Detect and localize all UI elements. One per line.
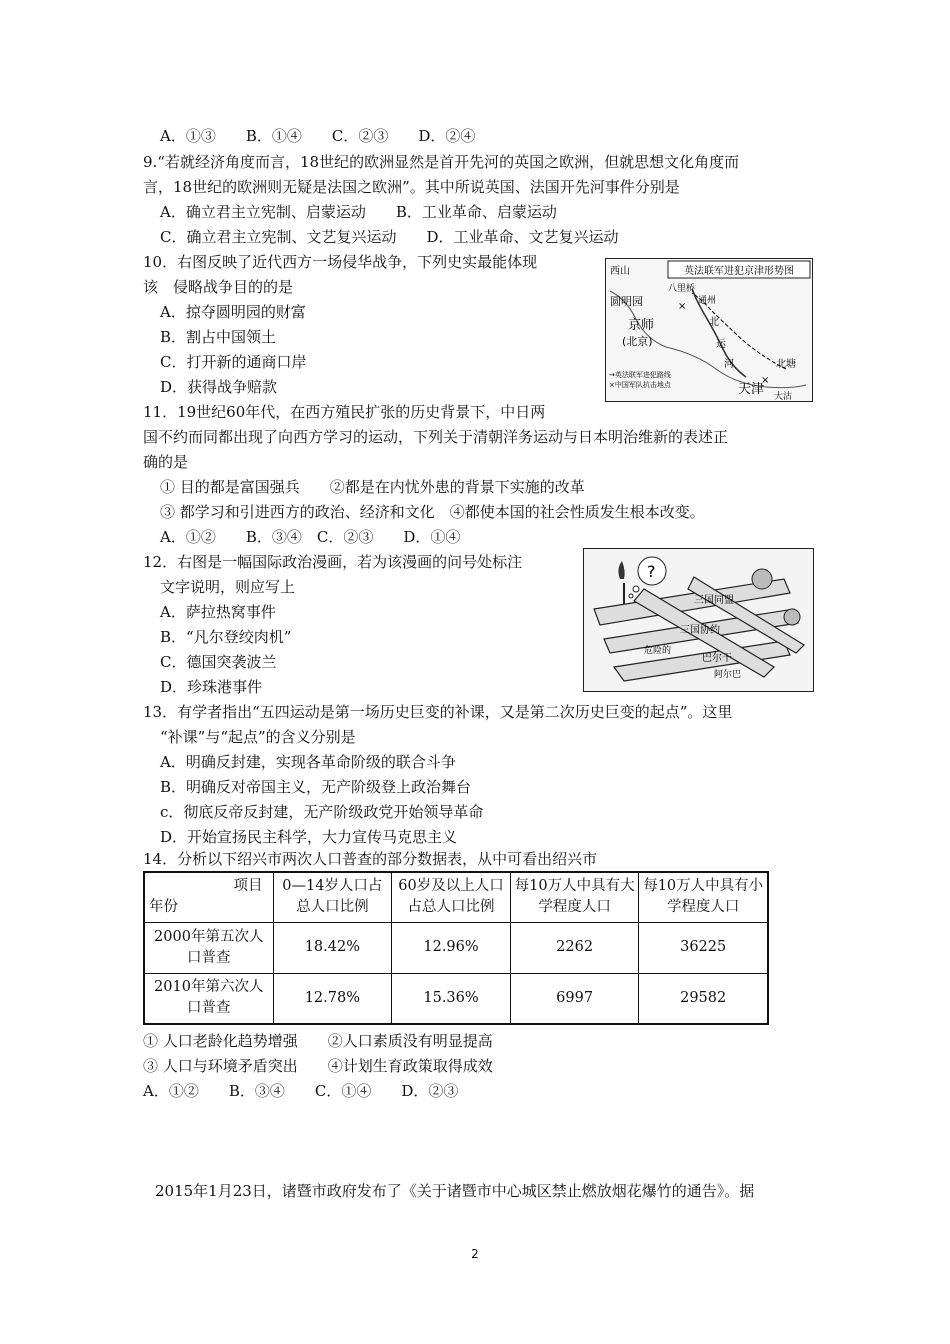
table-cell: 36225: [639, 922, 768, 973]
map-title: 英法联军进犯京津形势图: [684, 266, 794, 277]
war-map-figure: [605, 258, 813, 402]
map-legend-route: →英法联军进犯路线: [609, 371, 671, 379]
q10-stem-line1: 10．右图反映了近代西方一场侵华战争，下列史实最能体现: [143, 253, 538, 271]
map-yun: 运: [716, 339, 726, 350]
q13-option-d: D．开始宣扬民主科学，大力宣传马克思主义: [160, 828, 458, 846]
census-table: [143, 871, 769, 1025]
q11-stem-line3: 确的是: [143, 453, 189, 471]
map-beijing: (北京): [622, 335, 653, 348]
q14-statement-2: ③ 人口与环境矛盾突出 ④计划生育政策取得成效: [143, 1057, 493, 1075]
map-tongzhou: 通州: [698, 296, 717, 306]
battle-marker: ×: [761, 375, 770, 386]
cartoon-label-albania: 阿尔巴: [714, 670, 742, 680]
q13-stem-line2: “补课”与“起点”的含义分别是: [160, 728, 356, 746]
table-cell: 12.96%: [392, 922, 511, 973]
cartoon-label-balkans: 巴尔干: [702, 653, 732, 664]
q12-stem-line2: 文字说明，则应写上: [160, 578, 296, 596]
page-number: 2: [471, 1247, 479, 1261]
map-legend-battle: ×中国军队抗击地点: [609, 381, 671, 389]
political-cartoon-svg: [584, 549, 813, 691]
q13-option-a: A．明确反封建，实现各革命阶级的联合斗争: [160, 753, 456, 771]
q14-statement-1: ① 人口老龄化趋势增强 ②人口素质没有明显提高: [143, 1032, 493, 1050]
map-baliqiao: 八里桥: [668, 284, 696, 294]
political-cartoon-figure: [583, 548, 814, 692]
map-he: 河: [724, 359, 734, 370]
corner-cell: [144, 872, 273, 922]
table-cell: 12.78%: [273, 973, 392, 1024]
corner-label-item: 项目: [233, 878, 263, 895]
q10-option-a: A．掠夺圆明园的财富: [160, 303, 306, 321]
q12-stem-line1: 12．右图是一幅国际政治漫画，若为该漫画的问号处标注: [143, 553, 523, 571]
row-label: 2010年第六次人口普查: [144, 973, 273, 1024]
map-bei: 北: [709, 317, 719, 328]
table-cell: 15.36%: [392, 973, 511, 1024]
q11-statement-1: ① 目的都是富国强兵 ②都是在内忧外患的背景下实施的改革: [160, 478, 585, 496]
notice-paragraph: 2015年1月23日，诸暨市政府发布了《关于诸暨市中心城区禁止燃放烟花爆竹的通告》。据: [155, 1182, 755, 1200]
corner-label-year: 年份: [149, 899, 178, 916]
q11-stem-line1: 11．19世纪60年代，在西方殖民扩张的历史背景下，中日两: [143, 403, 546, 421]
header-cell: 0—14岁人口占总人口比例: [273, 872, 392, 922]
war-map-svg: [606, 259, 812, 401]
map-tianjin: 天津: [738, 382, 765, 397]
q12-option-d: D．珍珠港事件: [160, 678, 263, 696]
q9-stem-line2: 言，18世纪的欧洲则无疑是法国之欧洲”。其中所说英国、法国开先河事件分别是: [143, 178, 680, 196]
header-cell: 每10万人中具有小学程度人口: [639, 872, 768, 922]
cartoon-label-triple-alliance: 三国同盟: [694, 595, 734, 606]
q10-option-d: D．获得战争赔款: [160, 378, 278, 396]
q9-stem-line1: 9.“若就经济角度而言，18世纪的欧洲显然是首开先河的英国之欧洲，但就思想文化角度而: [143, 153, 740, 171]
q12-option-b: B．“凡尔登绞肉机”: [160, 628, 292, 646]
q13-stem-line1: 13．有学者指出“五四运动是第一场历史巨变的补课，又是第二次历史巨变的起点”。这里: [143, 703, 733, 721]
table-cell: 2262: [510, 922, 639, 973]
map-jingshi: 京师: [628, 318, 655, 333]
q12-option-c: C．德国突袭波兰: [160, 653, 277, 671]
q10-option-c: C．打开新的通商口岸: [160, 353, 307, 371]
row-label: 2000年第五次人口普查: [144, 922, 273, 973]
q14-stem: 14．分析以下绍兴市两次人口普查的部分数据表，从中可看出绍兴市: [143, 850, 598, 868]
q12-option-a: A．萨拉热窝事件: [160, 603, 276, 621]
map-yuanmingyuan: 圆明园: [610, 295, 643, 308]
table-row: [144, 922, 768, 973]
q11-stem-line2: 国不约而同都出现了向西方学习的运动，下列关于清朝洋务运动与日本明治维新的表述正: [143, 428, 729, 446]
q11-statement-2: ③ 都学习和引进西方的政治、经济和文化 ④都使本国的社会性质发生根本改变。: [160, 503, 705, 521]
header-cell: 每10万人中具有大学程度人口: [510, 872, 639, 922]
battle-marker: ×: [678, 301, 687, 312]
header-cell: 60岁及以上人口占总人口比例: [392, 872, 511, 922]
cartoon-label-triple-entente: 三国协约: [680, 625, 720, 636]
cartoon-question-mark: ?: [647, 562, 656, 581]
q13-option-c: c．彻底反帝反封建，无产阶级政党开始领导革命: [160, 803, 484, 821]
cartoon-label-danger: 危险的: [644, 646, 672, 656]
map-beitang: 北塘: [776, 359, 796, 370]
map-dagu: 大沽: [774, 392, 793, 401]
q9-options-line2: C．确立君主立宪制、文艺复兴运动 D．工业革命、文艺复兴运动: [160, 228, 619, 246]
q13-option-b: B．明确反对帝国主义，无产阶级登上政治舞台: [160, 778, 472, 796]
q8-options: A．①③ B．①④ C．②③ D．②④: [160, 127, 476, 145]
q10-stem-line2: 该 侵略战争目的的是: [143, 278, 294, 296]
log-end: [752, 569, 772, 589]
q14-options: A．①② B．③④ C．①④ D．②③: [143, 1082, 459, 1100]
q11-options: A．①② B．③④ C．②③ D．①④: [160, 528, 461, 546]
q10-option-b: B．割占中国领土: [160, 328, 277, 346]
table-row: [144, 973, 768, 1024]
q9-options-line1: A．确立君主立宪制、启蒙运动 B．工业革命、启蒙运动: [160, 203, 557, 221]
table-cell: 29582: [639, 973, 768, 1024]
map-xishan: 西山: [610, 266, 630, 277]
table-cell: 18.42%: [273, 922, 392, 973]
table-cell: 6997: [510, 973, 639, 1024]
census-header-row: [144, 872, 768, 922]
